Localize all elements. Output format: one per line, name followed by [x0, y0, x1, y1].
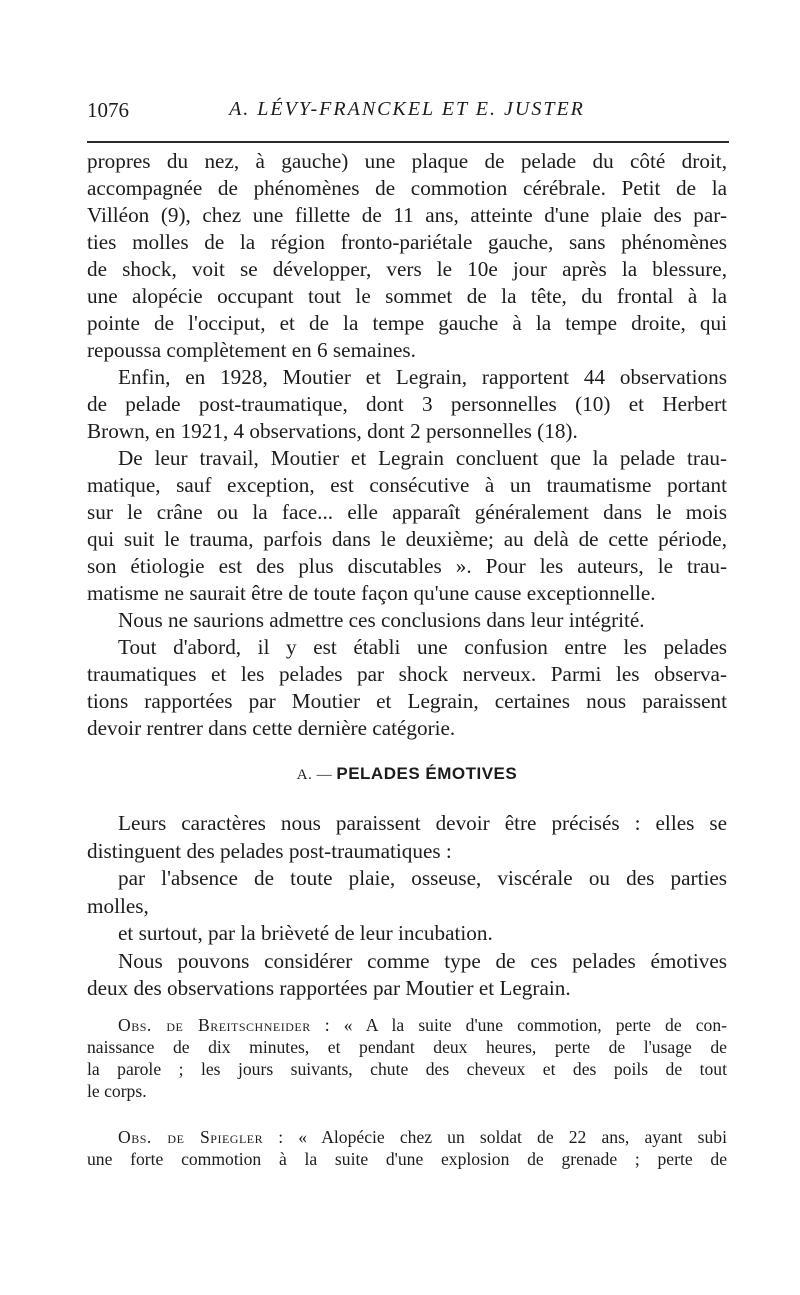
- observation-label: Obs. de Spiegler: [118, 1127, 264, 1147]
- text-line: devoir rentrer dans cette dernière catégorie.: [87, 716, 456, 740]
- text-line: molles,: [87, 893, 149, 918]
- text-line: matique, sauf exception, est consécutive à un traumatisme portant: [87, 473, 727, 497]
- text-line: accompagnée de phénomènes de commotion cérébrale. Petit de la: [87, 176, 727, 200]
- observation-text: : « Alopécie chez un soldat de 22 ans, ayant subi: [263, 1127, 727, 1147]
- section-title: PELADES ÉMOTIVES: [336, 764, 518, 783]
- text-line: pointe de l'occiput, et de la tempe gauche à la tempe droite, qui: [87, 311, 727, 335]
- text-line: de shock, voit se développer, vers le 10e jour après la blessure,: [87, 257, 727, 281]
- section-prefix: A. —: [296, 767, 337, 783]
- text-line: une alopécie occupant tout le sommet de la tête, du frontal à la: [87, 284, 727, 308]
- text-line: le corps.: [87, 1081, 147, 1101]
- observation-text: : « A la suite d'une commotion, perte de con-: [310, 1015, 727, 1035]
- text-line: ties molles de la région fronto-pariétale gauche, sans phénomènes: [87, 230, 727, 254]
- text-line: Villéon (9), chez une fillette de 11 ans, atteinte d'une plaie des par-: [87, 203, 727, 227]
- text-line: distinguent des pelades post-traumatiques :: [87, 838, 452, 863]
- page-header: [87, 98, 727, 128]
- text-line: Enfin, en 1928, Moutier et Legrain, rapportent 44 observations: [118, 365, 727, 389]
- text-line: une forte commotion à la suite d'une explosion de grenade ; perte de: [87, 1149, 727, 1169]
- text-line: [87, 1126, 727, 1148]
- text-line: tions rapportées par Moutier et Legrain, certaines nous paraissent: [87, 689, 727, 713]
- text-line: [87, 1014, 727, 1036]
- text-line: sur le crâne ou la face... elle apparaît généralement dans le mois: [87, 500, 727, 524]
- text-line: de pelade post-traumatique, dont 3 personnelles (10) et Herbert: [87, 392, 727, 416]
- text-line: propres du nez, à gauche) une plaque de pelade du côté droit,: [87, 149, 727, 173]
- text-line: repoussa complètement en 6 semaines.: [87, 338, 416, 362]
- text-line: Nous pouvons considérer comme type de ces pelades émotives: [118, 948, 727, 973]
- text-line: la parole ; les jours suivants, chute des cheveux et des poils de tout: [87, 1059, 727, 1079]
- text-line: et surtout, par la brièveté de leur incubation.: [118, 921, 493, 945]
- section-text: [87, 810, 727, 1003]
- observation-spiegler: [87, 1126, 727, 1170]
- text-line: Nous ne saurions admettre ces conclusions dans leur intégrité.: [118, 608, 645, 632]
- text-line: par l'absence de toute plaie, osseuse, viscérale ou des parties: [118, 866, 727, 890]
- running-head: A. LÉVY-FRANCKEL ET E. JUSTER: [229, 98, 585, 120]
- text-line: naissance de dix minutes, et pendant deux heures, perte de l'usage de: [87, 1037, 727, 1057]
- text-line: deux des observations rapportées par Moutier et Legrain.: [87, 976, 571, 1000]
- text-line: Leurs caractères nous paraissent devoir être précisés : elles se: [118, 811, 727, 835]
- text-line: qui suit le trauma, parfois dans le deuxième; au delà de cette période,: [87, 527, 727, 551]
- observation-label: Obs. de Breitschneider: [118, 1015, 311, 1035]
- page-number: 1076: [87, 98, 129, 122]
- observation-breitschneider: [87, 1014, 727, 1102]
- header-rule: [87, 141, 729, 143]
- text-line: Tout d'abord, il y est établi une confusion entre les pelades: [118, 635, 727, 659]
- text-line: son étiologie est des plus discutables ». Pour les auteurs, le trau-: [87, 554, 727, 578]
- section-heading: [87, 764, 727, 784]
- text-line: De leur travail, Moutier et Legrain concluent que la pelade trau-: [118, 446, 727, 470]
- text-line: matisme ne saurait être de toute façon qu'une cause exceptionnelle.: [87, 581, 656, 605]
- text-line: traumatiques et les pelades par shock nerveux. Parmi les observa-: [87, 662, 727, 686]
- main-text: [87, 148, 727, 742]
- text-line: Brown, en 1921, 4 observations, dont 2 personnelles (18).: [87, 419, 578, 443]
